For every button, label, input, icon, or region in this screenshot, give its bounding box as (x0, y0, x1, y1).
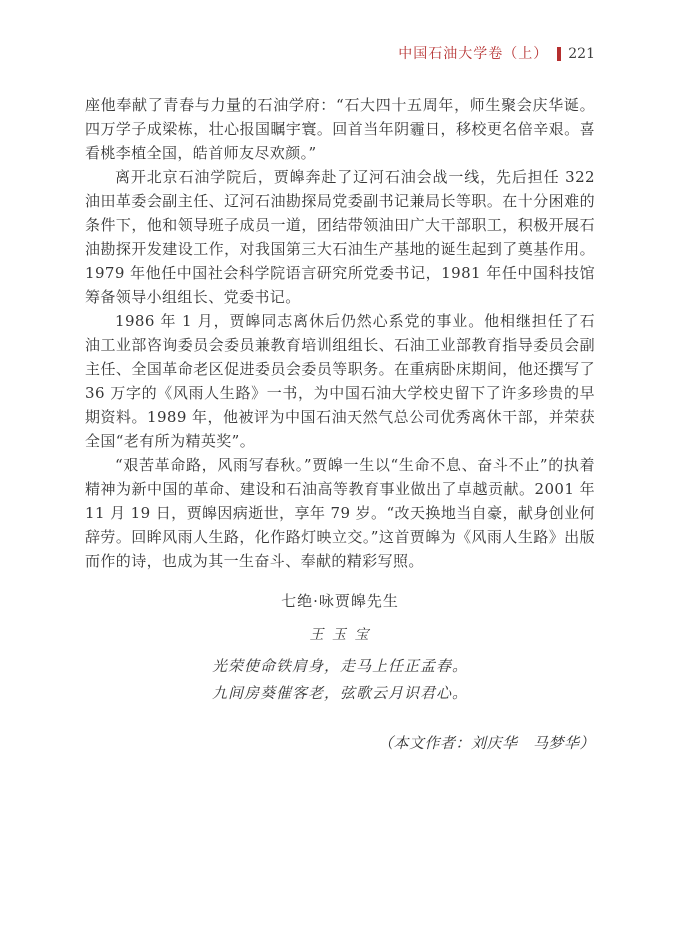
paragraph: 1986 年 1 月，贾皞同志离休后仍然心系党的事业。他相继担任了石油工业部咨询委员会委员兼教育培训组组长、石油工业部教育指导委员会副主任、全国革命老区促进委员会委员等职务。在重病卧床期间，他还撰写了 36 万字的《风雨人生路》一书，为中国石油大学校史留下了许多珍贵的早期资料。1989 年，他被评为中国石油天然气总公司优秀离休干部，并荣获全国“老有所为精英奖”。 (85, 312, 595, 450)
header-divider-bar (557, 47, 561, 61)
byline: （本文作者：刘庆华 马梦华） (377, 734, 595, 752)
poem-title: 七绝·咏贾皞先生 (281, 592, 399, 610)
poem-section (85, 590, 595, 707)
paragraph: “艰苦革命路，风雨写春秋。”贾皞一生以“生命不息、奋斗不止”的执着精神为新中国的革命、建设和石油高等教育事业做出了卓越贡献。2001 年 11 月 19 日，贾皞因病逝世，享年 79 岁。“改天换地当自豪，献身创业何辞劳。回眸风雨人生路，化作路灯映立交。”这首贾皞为《风雨人生路》出版而作的诗，也成为其一生奋斗、奉献的精彩写照。 (85, 456, 595, 570)
paragraph-continuation: 座他奉献了青春与力量的石油学府：“石大四十五周年，师生聚会庆华诞。四万学子成梁栋，壮心报国瞩宇寰。回首当年阴霾日，移校更名倍辛艰。喜看桃李植全国，皓首师友尽欢颜。” (85, 96, 595, 162)
running-head-title: 中国石油大学卷（上） (398, 46, 549, 62)
page-number: 221 (568, 46, 595, 62)
article-body (85, 93, 595, 573)
paragraph: 离开北京石油学院后，贾皞奔赴了辽河石油会战一线，先后担任 322 油田革委会副主任、辽河石油勘探局党委副书记兼局长等职。在十分困难的条件下，他和领导班子成员一道，团结带领油田广大干部职工，积极开展石油勘探开发建设工作，对我国第三大石油生产基地的诞生起到了奠基作用。1979 年他任中国社会科学院语言研究所党委书记，1981 年任中国科技馆筹备领导小组组长、党委书记。 (85, 168, 595, 306)
poem-line: 九间房葵催客老，弦歌云月识君心。 (211, 684, 468, 702)
running-head (85, 45, 595, 63)
poem-author: 王 玉 宝 (309, 627, 371, 643)
poem-line: 光荣使命铁肩身，走马上任正孟春。 (211, 657, 468, 675)
poem-body (85, 653, 595, 707)
